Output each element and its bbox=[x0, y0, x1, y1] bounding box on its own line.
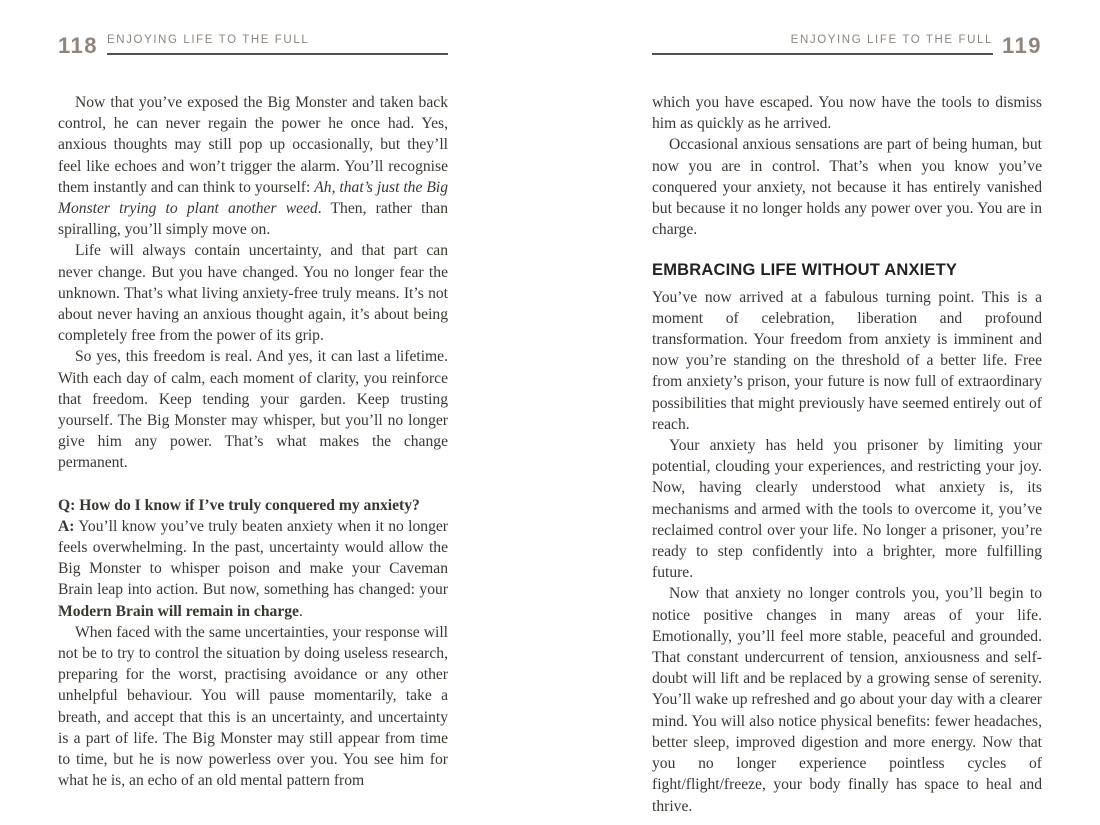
paragraph-text: . Then, rather than spiralling, you’ll simply move on. bbox=[58, 200, 448, 239]
page-header-left bbox=[58, 30, 448, 58]
page-number-left: 118 bbox=[58, 32, 98, 58]
qa-question: Q: How do I know if I’ve truly conquered my anxiety? bbox=[58, 496, 420, 514]
paragraph: You’ve now arrived at a fabulous turning point. This is a moment of celebration, liberation and profound transformation. Your freedom from anxiety is imminent and now you’re standing on the threshold of a better life. Free from anxiety’s prison, your future is now full of extraordinary possibilities that might previously have seemed entirely out of reach. bbox=[652, 288, 1042, 433]
page-right bbox=[550, 0, 1100, 825]
page-number-right: 119 bbox=[1002, 32, 1042, 58]
page-header-right bbox=[652, 30, 1042, 58]
paragraph: Your anxiety has held you prisoner by limiting your potential, clouding your experiences, and restricting your joy. Now, having clearly understood what anxiety is, its mechanisms and armed with the tools to overcome it, you’ve reclaimed control over your life. No longer a prisoner, you’re ready to step confidently into a brighter, more fulfilling future. bbox=[652, 437, 1042, 582]
paragraph: When faced with the same uncertainties, your response will not be to try to control the situation by doing useless research, preparing for the worst, practising avoidance or any other unhelpful behaviour. You will pause momentarily, take a breath, and accept that this is an uncertainty, and uncertainty is a part of life. The Big Monster may still appear from time to time, but he is now powerless over you. You see him for what he is, an echo of an old mental pattern from bbox=[58, 623, 448, 790]
paragraph: Life will always contain uncertainty, and that part can never change. But you have changed. You no longer fear the unknown. That’s what living anxiety-free truly means. It’s not about never having an anxious thought again, it’s about being completely free from the power of its grip. bbox=[58, 242, 448, 345]
page-body-left bbox=[58, 92, 448, 792]
paragraph-text: . bbox=[298, 602, 303, 620]
paragraph-text: Now that you’ve exposed the Big Monster and taken back control, he can never regain the power he once had. Yes, anxious thoughts may still pop up occasionally, but they’ll feel like echoes and won’t trigger the alarm. You’ll recognise them instantly and can think to yourself: bbox=[58, 94, 448, 196]
qa-answer-label: A: bbox=[58, 517, 75, 535]
running-header-rule-left bbox=[107, 30, 448, 55]
qa-answer bbox=[58, 516, 448, 622]
paragraph: So yes, this freedom is real. And yes, it can last a lifetime. With each day of calm, each moment of clarity, you reinforce that freedom. Keep tending your garden. Keep trusting yourself. The Big Monster may whisper, but you’ll no longer give him any power. That’s what makes the change permanent. bbox=[58, 348, 448, 472]
running-header-right: ENJOYING LIFE TO THE FULL bbox=[790, 34, 993, 46]
paragraph bbox=[58, 92, 448, 240]
running-header-rule-right bbox=[652, 30, 993, 55]
paragraph: Now that anxiety no longer controls you, you’ll begin to notice positive changes in many areas of your life. Emotionally, you’ll feel more stable, peaceful and grounded. That constant undercurrent of tension, anxiousness and self-doubt will lift and be replaced by a growing sense of serenity. You’ll wake up refreshed and go about your day with a clearer mind. You will also notice physical benefits: fewer headaches, better sleep, improved digestion and more energy. Now that you no longer experience pointless cycles of fight/flight/freeze, your body finally has space to heal and thrive. bbox=[652, 585, 1042, 815]
paragraph-bold-text: Modern Brain will remain in charge bbox=[58, 602, 299, 620]
section-heading: EMBRACING LIFE WITHOUT ANXIETY bbox=[652, 261, 958, 280]
paragraph-italic-text: Ah, that’s just the Big Monster trying to plant another weed bbox=[58, 178, 449, 218]
paragraph: Occasional anxious sensations are part of being human, but now you are in control. That’s when you know you’ve conquered your anxiety, not because it has entirely vanished but because it no longer holds any power over you. You are in charge. bbox=[652, 136, 1042, 239]
page-body-right bbox=[652, 92, 1042, 817]
running-header-left: ENJOYING LIFE TO THE FULL bbox=[107, 34, 310, 46]
paragraph-text: You’ll know you’ve truly beaten anxiety when it no longer feels overwhelming. In the past, uncertainty would allow the Big Monster to whisper poison and make your Caveman Brain leap into action. But now, something has changed: your bbox=[58, 517, 448, 599]
paragraph: which you have escaped. You now have the tools to dismiss him as quickly as he arrived. bbox=[652, 94, 1042, 133]
